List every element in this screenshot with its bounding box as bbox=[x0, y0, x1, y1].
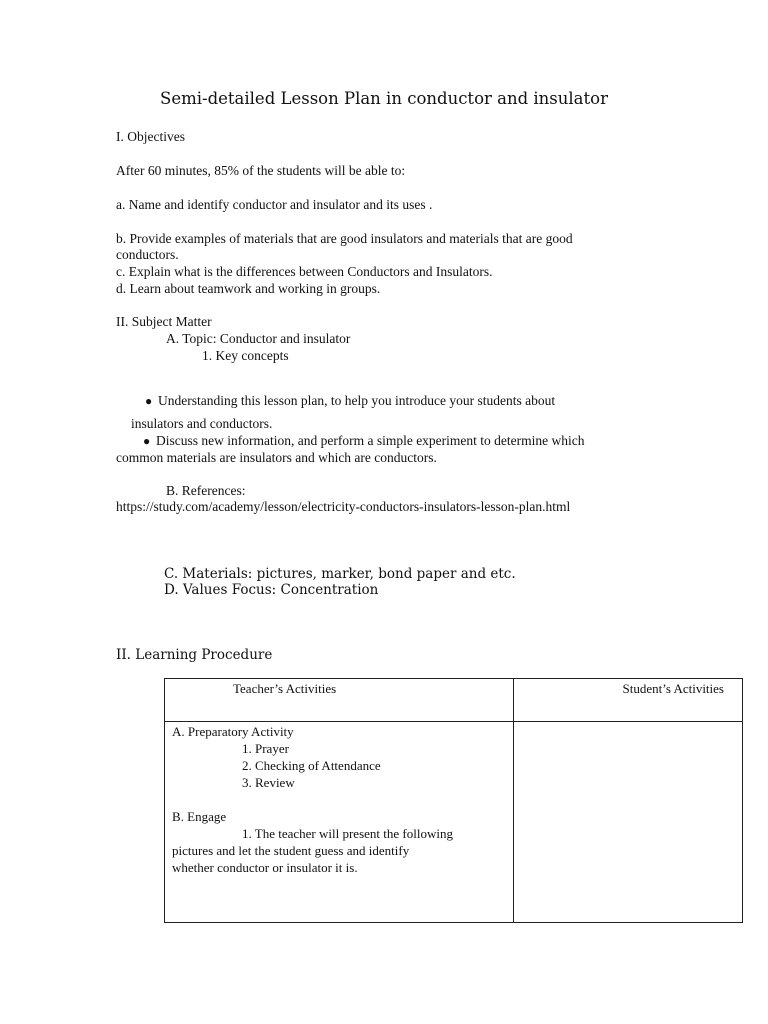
materials-line: C. Materials: pictures, marker, bond paper and etc. bbox=[164, 566, 516, 582]
bullet-item-2-cont: common materials are insulators and which are conductors. bbox=[116, 450, 437, 465]
prep-item-attendance: 2. Checking of Attendance bbox=[242, 758, 381, 773]
prep-item-review: 3. Review bbox=[242, 775, 295, 790]
objective-c: c. Explain what is the differences between Conductors and Insulators. bbox=[116, 264, 493, 279]
objectives-intro: After 60 minutes, 85% of the students will be able to: bbox=[116, 163, 406, 178]
subject-matter-heading: II. Subject Matter bbox=[116, 314, 212, 329]
table-row bbox=[165, 722, 743, 923]
page-title: Semi-detailed Lesson Plan in conductor and insulator bbox=[160, 89, 608, 108]
bullet-item-2 bbox=[143, 432, 585, 450]
topic-line: A. Topic: Conductor and insulator bbox=[166, 331, 351, 346]
objective-d: d. Learn about teamwork and working in groups. bbox=[116, 281, 381, 296]
bullet-1-text: Understanding this lesson plan, to help you introduce your students about bbox=[158, 393, 556, 408]
prep-item-prayer: 1. Prayer bbox=[242, 741, 289, 756]
preparatory-activity-heading: A. Preparatory Activity bbox=[172, 724, 294, 739]
engage-line-3: whether conductor or insulator it is. bbox=[172, 860, 358, 875]
header-student-activities: Student’s Activities bbox=[514, 679, 743, 722]
table-header-row bbox=[165, 679, 743, 722]
spacer bbox=[172, 791, 507, 808]
procedure-table bbox=[164, 678, 743, 923]
engage-line-1: 1. The teacher will present the following bbox=[242, 826, 453, 841]
objectives-heading: I. Objectives bbox=[116, 129, 185, 144]
student-activities-cell bbox=[514, 722, 743, 923]
bullet-icon: ● bbox=[143, 434, 151, 448]
engage-line-2: pictures and let the student guess and identify bbox=[172, 843, 410, 858]
teacher-activities-cell bbox=[165, 722, 514, 923]
references-link[interactable]: https://study.com/academy/lesson/electricity-conductors-insulators-lesson-plan.html bbox=[116, 499, 571, 514]
objective-a: a. Name and identify conductor and insulator and its uses . bbox=[116, 197, 433, 212]
header-teacher-activities: Teacher’s Activities bbox=[165, 679, 514, 722]
bullet-item-1-cont: insulators and conductors. bbox=[131, 416, 273, 431]
bullet-icon: ● bbox=[145, 394, 153, 408]
learning-procedure-heading: II. Learning Procedure bbox=[116, 647, 273, 663]
engage-heading: B. Engage bbox=[172, 809, 227, 824]
values-focus-line: D. Values Focus: Concentration bbox=[164, 582, 379, 598]
bullet-2-text: Discuss new information, and perform a simple experiment to determine which bbox=[156, 433, 585, 448]
references-label: B. References: bbox=[166, 483, 246, 498]
objective-b-line1: b. Provide examples of materials that are good insulators and materials that are good bbox=[116, 231, 573, 246]
bullet-item-1 bbox=[145, 392, 555, 410]
key-concepts: 1. Key concepts bbox=[202, 348, 289, 363]
objective-b-line2: conductors. bbox=[116, 247, 179, 262]
